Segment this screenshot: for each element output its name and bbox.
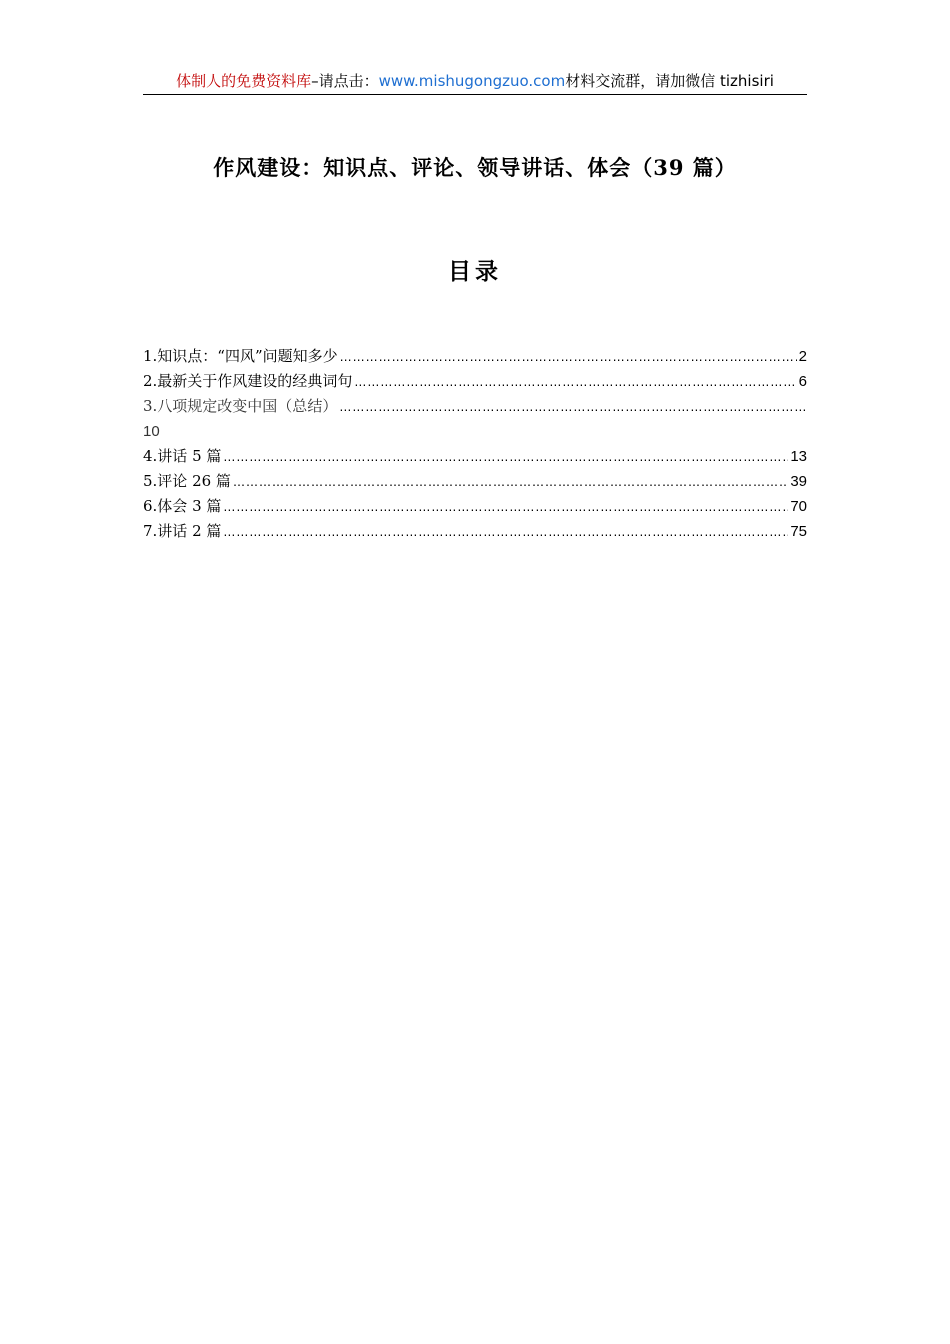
toc-entry-page: 10 [143,423,160,440]
document-title: 作风建设：知识点、评论、领导讲话、体会（39 篇） [213,155,737,180]
toc-entry[interactable] [143,394,807,419]
toc-entry[interactable] [143,369,807,394]
toc-entry[interactable] [143,444,807,469]
toc-dot-leader [223,495,788,519]
header-url-link[interactable]: www.mishugongzuo.com [378,72,566,90]
toc-entry-page: 2 [798,348,807,365]
toc-dot-leader [354,370,796,394]
toc-entry-label: 4.讲话 5 篇 [143,447,222,465]
toc-dot-leader [339,395,805,419]
toc-entry-page: 6 [798,373,807,390]
toc-entry-label: 5.评论 26 篇 [143,472,231,490]
toc-entry-label: 1.知识点：“四风”问题知多少 [143,347,338,365]
toc-entry-page: 75 [790,523,807,540]
toc-dot-leader [340,345,797,369]
header-prompt: –请点击： [311,72,379,90]
toc-entry-page: 70 [790,498,807,515]
toc-entry[interactable] [143,344,807,369]
header-contact: 材料交流群，请加微信 tizhisiri [565,72,774,90]
toc-entry-label: 2.最新关于作风建设的经典词句 [143,372,353,390]
toc-entry[interactable] [143,469,807,494]
toc-dot-leader [223,445,788,469]
toc-heading: 目录 [448,258,502,285]
toc-entry-page: 13 [790,448,807,465]
toc-entry[interactable] [143,494,807,519]
page-header [143,68,807,95]
header-brand: 体制人的免费资料库 [176,72,312,90]
toc-dot-leader [223,520,788,544]
toc-entry-label: 7.讲话 2 篇 [143,522,222,540]
table-of-contents [143,344,807,544]
toc-entry-label: 6.体会 3 篇 [143,497,222,515]
toc-entry-label: 3.八项规定改变中国（总结） [143,397,338,415]
toc-entry-page: 39 [790,473,807,490]
toc-entry[interactable] [143,519,807,544]
toc-dot-leader [233,470,788,494]
